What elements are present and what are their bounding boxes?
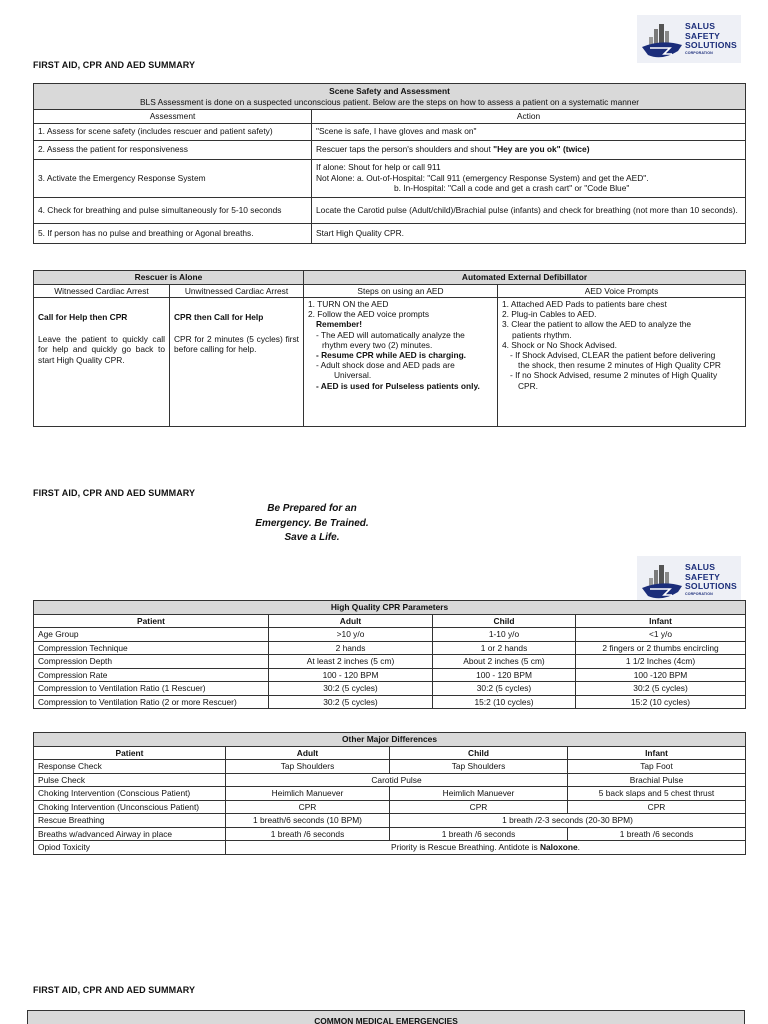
table-row: Breaths w/advanced Airway in place 1 breath /6 seconds 1 breath /6 seconds 1 breath /6 seconds bbox=[34, 827, 746, 841]
scene-header bbox=[34, 84, 746, 110]
building-shield-icon bbox=[640, 562, 684, 602]
scene-title: Scene Safety and Assessment bbox=[329, 86, 450, 96]
company-logo bbox=[637, 556, 741, 604]
building-shield-icon bbox=[640, 21, 684, 61]
col-aed-prompts: AED Voice Prompts bbox=[498, 284, 746, 298]
table-row: Choking Intervention (Conscious Patient) Heimlich Manuever Heimlich Manuever 5 back slaps and 5 chest thrust bbox=[34, 787, 746, 801]
rescuer-alone-title: Rescuer is Alone bbox=[34, 271, 304, 285]
scene-subtitle: BLS Assessment is done on a suspected unconscious patient. Below are the steps on how to assess a patient on a systematic manner bbox=[139, 96, 640, 107]
aed-title: Automated External Defibillator bbox=[304, 271, 746, 285]
col-action: Action bbox=[312, 110, 746, 124]
table-row: Compression to Ventilation Ratio (2 or more Rescuer) 30:2 (5 cycles) 15:2 (10 cycles) 15:2 (10 cycles) bbox=[34, 695, 746, 709]
table-row: 5. If person has no pulse and breathing or Agonal breaths. Start High Quality CPR. bbox=[34, 223, 746, 243]
cpr-title: High Quality CPR Parameters bbox=[34, 601, 746, 615]
col-aed-steps: Steps on using an AED bbox=[304, 284, 498, 298]
table-row: Pulse Check Carotid Pulse Brachial Pulse bbox=[34, 773, 746, 787]
logo-text: SALUS SAFETY SOLUTIONS CORPORATION bbox=[685, 562, 737, 596]
table-row: 2. Assess the patient for responsiveness Rescuer taps the person's shoulders and shout "Hey are you ok" (twice) bbox=[34, 140, 746, 159]
table-row: Choking Intervention (Unconscious Patient) CPR CPR CPR bbox=[34, 800, 746, 814]
table-row: Response Check Tap Shoulders Tap Shoulders Tap Foot bbox=[34, 760, 746, 774]
col-assessment: Assessment bbox=[34, 110, 312, 124]
slogan: Be Prepared for an Emergency. Be Trained. Save a Life. bbox=[255, 503, 369, 543]
unwitnessed-cell: CPR then Call for Help CPR for 2 minutes (5 cycles) first before calling for help. bbox=[170, 298, 304, 427]
table-row: Rescue Breathing 1 breath/6 seconds (10 BPM) 1 breath /2-3 seconds (20-30 BPM) bbox=[34, 814, 746, 828]
table-row: Opiod Toxicity Priority is Rescue Breathing. Antidote is Naloxone. bbox=[34, 841, 746, 855]
col-witnessed: Witnessed Cardiac Arrest bbox=[34, 284, 170, 298]
section-title: FIRST AID, CPR AND AED SUMMARY bbox=[33, 985, 196, 995]
company-logo bbox=[637, 15, 741, 63]
table-row: Compression Technique 2 hands 1 or 2 hands 2 fingers or 2 thumbs encircling bbox=[34, 641, 746, 655]
table-row: Compression Depth At least 2 inches (5 cm) About 2 inches (5 cm) 1 1/2 Inches (4cm) bbox=[34, 655, 746, 669]
other-title: Other Major Differences bbox=[34, 733, 746, 747]
aed-steps-cell: 1. TURN ON the AED 2. Follow the AED voice prompts Remember! - The AED will automatically analyze the rhythm every two (2) minutes. - Resume CPR while AED is charging. - Adult shock dose and AED pads are Universal. - AED is used for Pulseless patients only. bbox=[304, 298, 498, 427]
other-differences-table: Other Major Differences Patient Adult Child Infant Response Check Tap Shoulders Tap Shoulders Tap Foot Pulse Check Carotid Pulse Brachial Pulse Choking Intervention (Conscious Patient) Heimlich Manuever Heimlich Manuever 5 back slaps and 5 chest thrust Choking Intervention (Unconscious Patient) CPR CPR CPR Rescue Breathing 1 breath/6 seconds (10 BPM) 1 breath /2-3 seconds (20-30 BPM) Breaths w/advanced Airway in place 1 breath /6 seconds 1 breath /6 seconds 1 breath /6 seconds Opiod Toxicity Priority is Rescue Breathing. Antidote is Naloxone. bbox=[33, 732, 746, 855]
table-row: Compression Rate 100 - 120 BPM 100 - 120 BPM 100 -120 BPM bbox=[34, 668, 746, 682]
common-emergencies-header bbox=[27, 1010, 745, 1024]
cpr-parameters-table: High Quality CPR Parameters Patient Adult Child Infant Age Group >10 y/o 1-10 y/o <1 y/o Compression Technique 2 hands 1 or 2 hands 2 fingers or 2 thumbs encircling Compression Depth At least 2 inches (5 cm) About 2 inches (5 cm) 1 1/2 Inches (4cm) Compression Rate 100 - 120 BPM 100 - 120 BPM 100 -120 BPM Compression to Ventilation Ratio (1 Rescuer) 30:2 (5 cycles) 30:2 (5 cycles) 30:2 (5 cycles) Compression to Ventilation Ratio (2 or more Rescuer) 30:2 (5 cycles) 15:2 (10 cycles) 15:2 (10 cycles) bbox=[33, 600, 746, 709]
section-title: FIRST AID, CPR AND AED SUMMARY bbox=[33, 488, 196, 498]
table-row: 3. Activate the Emergency Response System If alone: Shout for help or call 911 Not Alone: a. Out-of-Hospital: "Call 911 (emergency Response System) and get the AED". b. In-Hospital: "Call a code and get a crash cart" or "Code Blue" bbox=[34, 159, 746, 197]
aed-prompts-cell: 1. Attached AED Pads to patients bare chest 2. Plug-in Cables to AED. 3. Clear the patient to allow the AED to analyze the patients rhythm. 4. Shock or No Shock Advised. - If Shock Advised, CLEAR the patient before delivering the shock, then resume 2 minutes of High Quality CPR - If no Shock Advised, resume 2 minutes of High Quality CPR. bbox=[498, 298, 746, 427]
witnessed-cell: Call for Help then CPR Leave the patient to quickly call for help and quickly go back to start High Quality CPR. bbox=[34, 298, 170, 427]
section-title: FIRST AID, CPR AND AED SUMMARY bbox=[33, 60, 196, 70]
logo-text: SALUS SAFETY SOLUTIONS CORPORATION bbox=[685, 21, 737, 55]
table-row: Compression to Ventilation Ratio (1 Rescuer) 30:2 (5 cycles) 30:2 (5 cycles) 30:2 (5 cycles) bbox=[34, 682, 746, 696]
table-row: 4. Check for breathing and pulse simultaneously for 5-10 seconds Locate the Carotid pulse (Adult/child)/Brachial pulse (infants) and check for breathing (not more than 10 seconds). bbox=[34, 197, 746, 223]
table-row: Age Group >10 y/o 1-10 y/o <1 y/o bbox=[34, 628, 746, 642]
rescuer-aed-table bbox=[33, 270, 746, 427]
table-row: 1. Assess for scene safety (includes rescuer and patient safety) "Scene is safe, I have gloves and mask on" bbox=[34, 123, 746, 140]
common-title: COMMON MEDICAL EMERGENCIES bbox=[314, 1016, 458, 1024]
col-unwitnessed: Unwitnessed Cardiac Arrest bbox=[170, 284, 304, 298]
scene-safety-table bbox=[33, 83, 746, 244]
